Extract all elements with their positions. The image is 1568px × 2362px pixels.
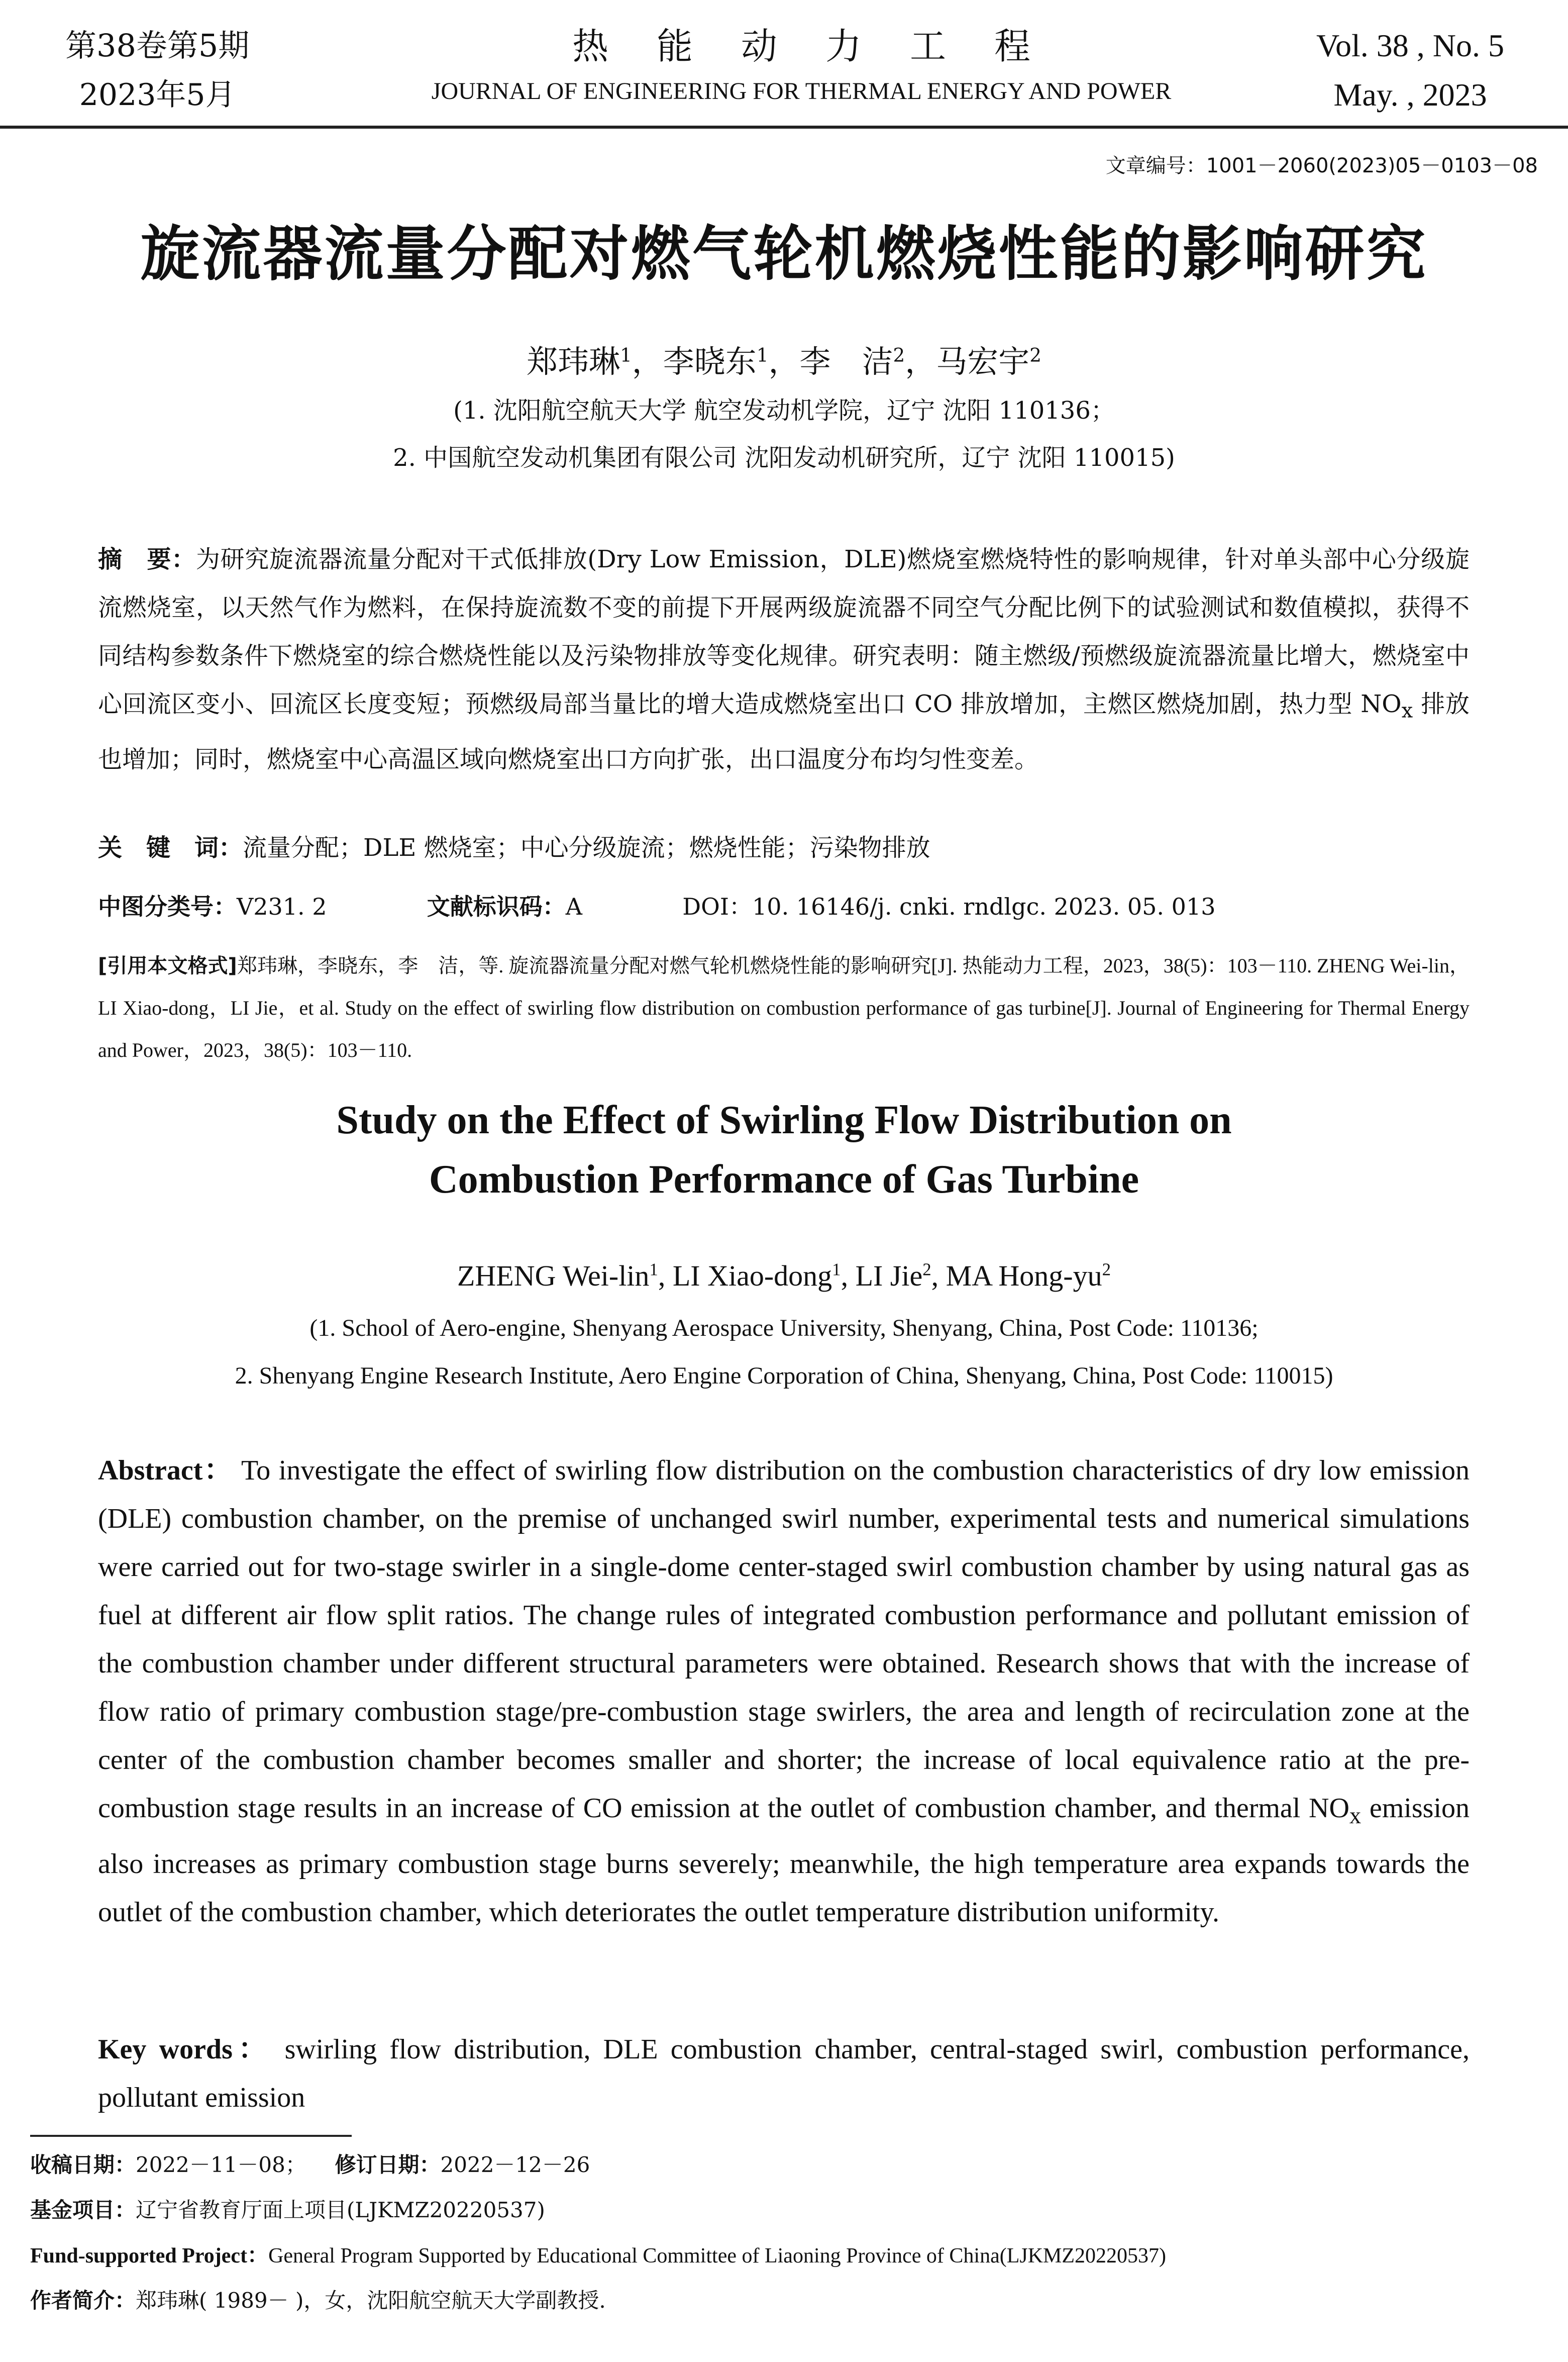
abstract-en-text: To investigate the effect of swirling flow distribution on the combustion characteristics of dry low emission (DLE) combustion chamber, on the premise of unchanged swirl number, experimental tests and numerical simulations were carried out for two-stage swirler in a single-dome center-staged swirl combustion chamber by using natural gas as fuel at different air flow split ratios. The change rules of integrated combustion performance and pollutant emission of the combustion chamber under different structural parameters were obtained. Research shows that with the increase of flow ratio of primary combustion stage/pre-combustion stage swirlers, the area and length of recirculation zone at the center of the combustion chamber becomes smaller and shorter; the increase of local equivalence ratio at the pre-combustion stage results in an increase of CO emission at the outlet of combustion chamber, and thermal NO (98, 1455, 1470, 1824)
doc-code-label: 文献标识码： (427, 893, 566, 920)
keywords-en-text: swirling flow distribution, DLE combustion chamber, central-staged swirl, combustion performance, pollutant emission (98, 2034, 1470, 2113)
doc-code-value: A (565, 893, 583, 920)
author-name: 李晓东 (663, 343, 757, 380)
author-name-en: LI Xiao-dong (672, 1259, 832, 1292)
fund-label: 基金项目： (30, 2198, 136, 2222)
author-name-en: ZHENG Wei-lin (457, 1259, 650, 1292)
abstract-cn (98, 535, 1470, 783)
date-cn: 2023年5月 (79, 77, 236, 113)
received-label: 收稿日期： (30, 2152, 136, 2177)
keywords-en-label: Key words： (98, 2034, 272, 2065)
author-affil-mark: 2 (922, 1259, 931, 1280)
abstract-en-text-tail: emission also increases as primary combustion stage burns severely; meanwhile, the high temperature area expands towards the outlet of the combustion chamber, which deteriorates the outlet temperature distribution uniformity. (98, 1793, 1470, 1928)
author-name: 马宏宇 (936, 343, 1030, 380)
abstract-cn-label: 摘 要： (98, 545, 196, 573)
nox-subscript: x (1349, 1803, 1362, 1829)
title-en-line2: Combustion Performance of Gas Turbine (429, 1157, 1139, 1202)
journal-title-cn: 热能动力工程 (572, 25, 1079, 67)
header-right (1316, 21, 1504, 120)
abstract-en-label: Abstract： (98, 1455, 234, 1486)
author-affil-mark: 1 (620, 344, 632, 366)
revised-date: 2022－12－26 (440, 2152, 590, 2177)
title-cn: 旋流器流量分配对燃气轮机燃烧性能的影响研究 (140, 219, 1428, 288)
author-name: 郑玮琳 (527, 343, 620, 380)
author-bio-text: 郑玮琳( 1989－ )，女，沈阳航空航天大学副教授. (136, 2288, 606, 2313)
journal-title-en: JOURNAL OF ENGINEERING FOR THERMAL ENERGY AND POWER (431, 78, 1172, 105)
abstract-cn-text-tail: 排放也增加；同时，燃烧室中心高温区域向燃烧室出口方向扩张，出口温度分布均匀性变差。 (98, 690, 1470, 773)
citation-text: 郑玮琳，李晓东，李 洁，等. 旋流器流量分配对燃气轮机燃烧性能的影响研究[J]. 热能动力工程，2023，38(5)：103－110. ZHENG Wei-lin，LI Xiao-dong，LI Jie，et al. Study on the effect of swirling flow distribution on combustion performance of gas turbine[J]. Journal of Engineering for Thermal Energy and Power，2023，38(5)：103－110. (98, 954, 1470, 1061)
author-affil-mark: 2 (1102, 1259, 1111, 1280)
author-name-en: LI Jie (855, 1259, 923, 1292)
classification-line (98, 889, 1470, 922)
volume-cn: 第38卷第5期 (65, 27, 250, 64)
keywords-cn (98, 828, 930, 863)
nox-subscript: x (1401, 699, 1413, 723)
keywords-en (98, 2025, 1470, 2122)
affiliation-en-1: (1. School of Aero-engine, Shenyang Aerospace University, Shenyang, China, Post Code: 110136; (309, 1315, 1259, 1341)
title-en (0, 1091, 1568, 1209)
fund-en-text: General Program Supported by Educational Committee of Liaoning Province of China(LJKMZ20220537) (268, 2244, 1167, 2268)
abstract-cn-text: 为研究旋流器流量分配对干式低排放(Dry Low Emission，DLE)燃烧室燃烧特性的影响规律，针对单头部中心分级旋流燃烧室，以天然气作为燃料，在保持旋流数不变的前提下开展两级旋流器不同空气分配比例下的试验测试和数值模拟，获得不同结构参数条件下燃烧室的综合燃烧性能以及污染物排放等变化规律。研究表明：随主燃级/预燃级旋流器流量比增大，燃烧室中心回流区变小、回流区长度变短；预燃级局部当量比的增大造成燃烧室出口 CO 排放增加，主燃区燃烧加剧，热力型 NO (98, 545, 1470, 718)
footnote-dates (30, 2148, 590, 2179)
author-bio-label: 作者简介： (30, 2288, 136, 2313)
footnote-fund (30, 2194, 545, 2224)
footnote-rule (30, 2135, 352, 2137)
authors-cn: 郑玮琳$^1$，李晓东$^1$，李 洁$^2$，马宏宇$^2$ (527, 343, 1041, 380)
abstract-en (98, 1446, 1470, 1936)
doi: DOI：10. 16146/j. cnki. rndlgc. 2023. 05. 013 (682, 893, 1216, 920)
date-en: May. , 2023 (1333, 77, 1487, 113)
keywords-cn-label: 关 键 词： (98, 834, 243, 862)
author-affil-mark: 2 (893, 344, 905, 366)
footnote-author (30, 2284, 606, 2314)
footnote-fund-en (30, 2239, 1166, 2269)
authors-en: ZHENG Wei-lin$^1$, LI Xiao-dong$^1$, LI Jie$^2$, MA Hong-$yu^2$ (457, 1259, 1111, 1292)
author-affil-mark: 1 (832, 1259, 841, 1280)
author-name: 李 洁 (799, 343, 893, 380)
citation-label: [引用本文格式] (98, 954, 237, 977)
affiliation-en-2: 2. Shenyang Engine Research Institute, Aero Engine Corporation of China, Shenyang, China, Post Code: 110015) (235, 1362, 1333, 1389)
revised-label: 修订日期： (335, 2152, 441, 2177)
citation-format (98, 945, 1470, 1071)
fund-en-label: Fund-supported Project： (30, 2244, 269, 2268)
header-center (382, 21, 1221, 112)
author-affil-mark: 1 (756, 344, 769, 366)
affiliation-cn-2: 2. 中国航空发动机集团有限公司 沈阳发动机研究所，辽宁 沈阳 110015) (393, 444, 1175, 472)
author-affil-mark: 2 (1029, 344, 1041, 366)
clc-label: 中图分类号： (98, 893, 237, 920)
received-date: 2022－11－08； (136, 2152, 306, 2177)
author-affil-mark: 1 (649, 1259, 658, 1280)
header-left (65, 21, 249, 120)
article-number: 文章编号：1001－2060(2023)05－0103－08 (1105, 154, 1538, 177)
fund-text: 辽宁省教育厅面上项目(LJKMZ20220537) (136, 2198, 545, 2222)
volume-en: Vol. 38 , No. 5 (1316, 28, 1504, 63)
author-name-en: MA Hong-yu (946, 1259, 1102, 1292)
affiliation-cn-1: (1. 沈阳航空航天大学 航空发动机学院，辽宁 沈阳 110136； (453, 397, 1115, 425)
clc-value: V231. 2 (237, 893, 327, 920)
keywords-cn-text: 流量分配；DLE 燃烧室；中心分级旋流；燃烧性能；污染物排放 (243, 834, 930, 862)
title-en-line1: Study on the Effect of Swirling Flow Distribution on (336, 1098, 1232, 1142)
header-rule (0, 126, 1568, 129)
